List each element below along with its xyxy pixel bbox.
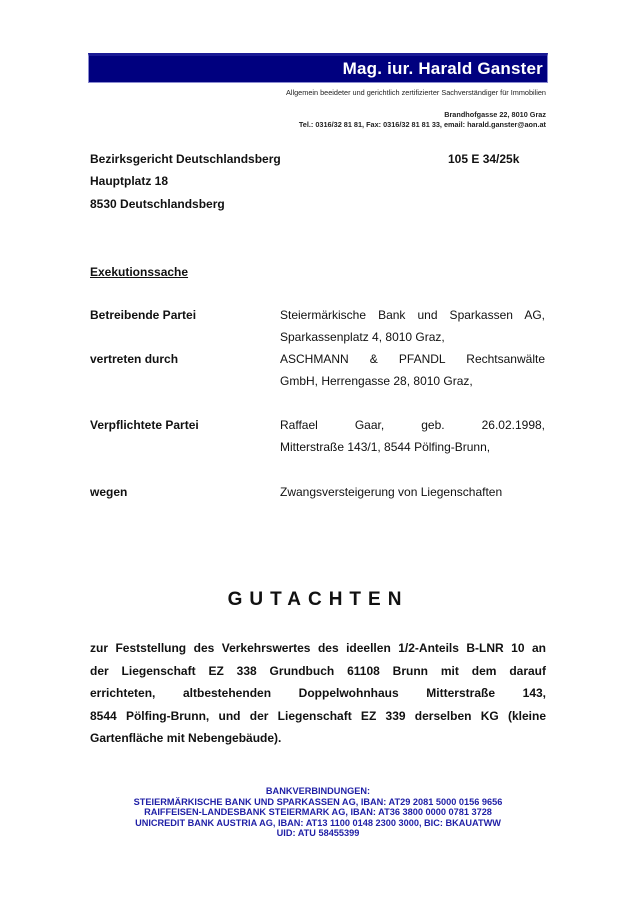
party-label-represented: vertreten durch	[90, 352, 179, 366]
intro-line: errichteten, altbestehenden Doppelwohnhaus Mitterstraße 143,	[90, 686, 546, 700]
party-value-defendant-line1: Raffael Gaar, geb. 26.02.1998,	[280, 418, 545, 432]
footer-heading: BANKVERBINDUNGEN:	[265, 786, 371, 796]
file-number: 105 E 34/25k	[448, 152, 520, 166]
footer-bank-line: RAIFFEISEN-LANDESBANK STEIERMARK AG, IBAN: AT36 3800 0000 0781 3728	[144, 807, 492, 817]
court-street: Hauptplatz 18	[90, 174, 169, 188]
party-value-plaintiff-line2: Sparkassenplatz 4, 8010 Graz,	[280, 330, 445, 344]
party-value-defendant-line2: Mitterstraße 143/1, 8544 Pölfing-Brunn,	[280, 440, 491, 454]
party-value-represented-line1: ASCHMANN & PFANDL Rechtsanwälte	[280, 352, 545, 366]
party-value-plaintiff-line1: Steiermärkische Bank und Sparkassen AG,	[280, 308, 545, 322]
footer-bank-line: UNICREDIT BANK AUSTRIA AG, IBAN: AT13 1100 0148 2300 3000, BIC: BKAUATWW	[135, 817, 501, 828]
footer-uid: UID: ATU 58455399	[276, 828, 360, 838]
party-label-plaintiff: Betreibende Partei	[90, 308, 197, 322]
case-type: Exekutionssache	[90, 265, 189, 279]
party-value-represented-line2: GmbH, Herrengasse 28, 8010 Graz,	[280, 374, 473, 388]
party-label-defendant: Verpflichtete Partei	[90, 418, 199, 432]
document-intro	[90, 637, 546, 750]
expert-name: Mag. iur. Harald Ganster	[342, 59, 543, 78]
expert-address: Brandhofgasse 22, 8010 Graz	[444, 110, 546, 119]
intro-line: der Liegenschaft EZ 338 Grundbuch 61108 Brunn mit dem darauf	[90, 663, 546, 678]
bank-details-footer	[0, 786, 636, 839]
footer-bank-line: STEIERMÄRKISCHE BANK UND SPARKASSEN AG, IBAN: AT29 2081 5000 0156 9656	[133, 796, 503, 807]
court-city: 8530 Deutschlandsberg	[90, 197, 225, 211]
court-name: Bezirksgericht Deutschlandsberg	[90, 152, 281, 166]
expert-subtitle: Allgemein beeideter und gerichtlich zertifizierter Sachverständiger für Immobilien	[286, 88, 546, 97]
intro-line: zur Feststellung des Verkehrswertes des ideellen 1/2-Anteils B-LNR 10 an	[90, 641, 546, 655]
party-value-reason: Zwangsversteigerung von Liegenschaften	[280, 485, 503, 499]
expert-contact: Tel.: 0316/32 81 81, Fax: 0316/32 81 81 33, email: harald.ganster@aon.at	[298, 120, 546, 129]
intro-line: Gartenfläche mit Nebengebäude).	[90, 731, 282, 745]
intro-line: 8544 Pölfing-Brunn, und der Liegenschaft EZ 339 derselben KG (kleine	[90, 708, 546, 723]
letterhead-banner	[88, 53, 548, 83]
document-title: GUTACHTEN	[227, 589, 409, 610]
party-label-reason: wegen	[90, 485, 128, 499]
